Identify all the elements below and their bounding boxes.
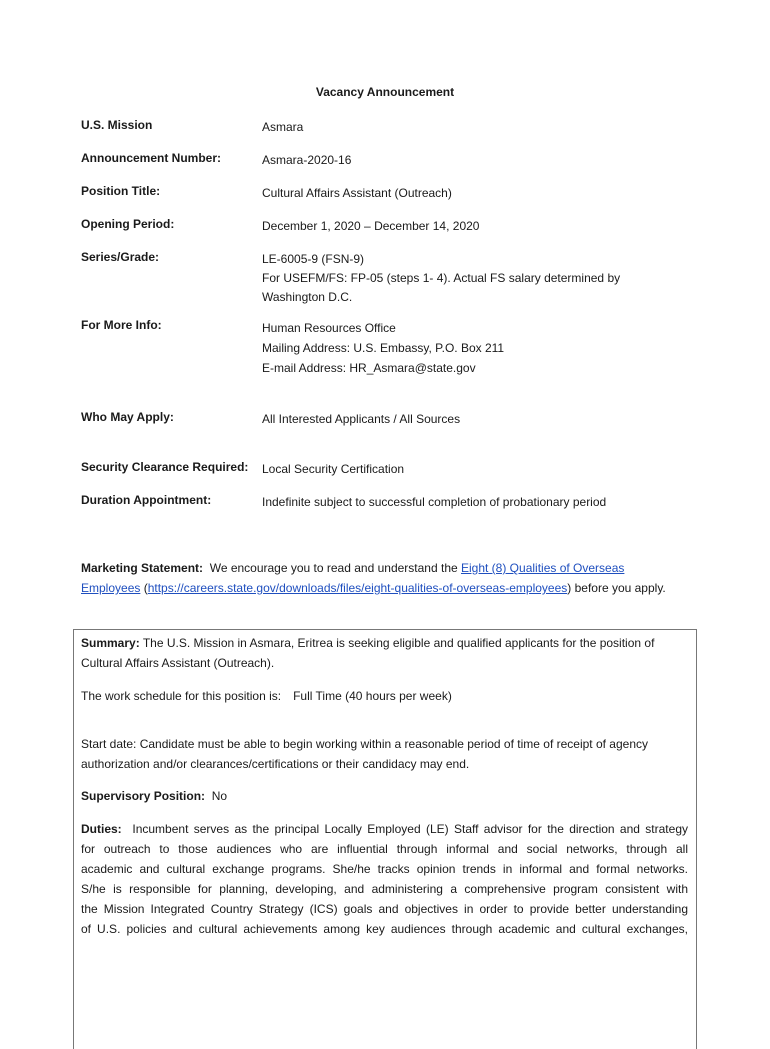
field-value: December 1, 2020 – December 14, 2020 — [262, 219, 480, 233]
duties-paragraph — [81, 819, 688, 939]
summary-label: Summary: — [81, 636, 140, 650]
summary-paragraph — [81, 633, 688, 673]
series-grade-line: Washington D.C. — [262, 290, 353, 304]
supervisory-paragraph — [81, 786, 688, 806]
field-label: Security Clearance Required: — [81, 460, 249, 474]
marketing-label: Marketing Statement: — [81, 561, 204, 575]
marketing-open-paren: ( — [140, 581, 148, 595]
marketing-text-after: ) before you apply. — [567, 581, 666, 595]
eight-qualities-link[interactable]: Eight (8) Qualities of Overseas Employees — [81, 561, 625, 595]
series-grade-line: LE-6005-9 (FSN-9) — [262, 252, 365, 266]
field-label: Announcement Number: — [81, 151, 222, 165]
more-info-line: E-mail Address: HR_Asmara@state.gov — [262, 361, 476, 375]
field-label: Series/Grade: — [81, 250, 160, 264]
summary-text: The U.S. Mission in Asmara, Eritrea is seeking eligible and qualified applicants for the position of Cultural Affairs Assistant (Outreach). — [81, 636, 655, 670]
schedule-text: The work schedule for this position is: — [81, 689, 282, 703]
field-value: Cultural Affairs Assistant (Outreach) — [262, 186, 452, 200]
field-label: Who May Apply: — [81, 410, 174, 424]
duties-line: academic and cultural exchange programs. She/he tracks opinion trends in informal and formal networks. — [81, 862, 688, 876]
more-info-line: Human Resources Office — [262, 321, 396, 335]
duties-line: of U.S. policies and cultural achievements among key audiences through academic and cultural exchanges, — [81, 922, 688, 936]
more-info-line: Mailing Address: U.S. Embassy, P.O. Box 211 — [262, 341, 505, 355]
duties-line: the Mission Integrated Country Strategy (ICS) goals and objectives in order to provide better understanding — [81, 902, 688, 916]
marketing-statement — [81, 558, 687, 598]
duties-label: Duties: — [81, 822, 122, 836]
duties-line-text: Incumbent serves as the principal Locally Employed (LE) Staff advisor for the direction and strategy — [132, 822, 688, 836]
series-grade-line: For USEFM/FS: FP-05 (steps 1- 4). Actual FS salary determined by — [262, 271, 621, 285]
field-value: Local Security Certification — [262, 462, 405, 476]
field-value — [262, 318, 682, 378]
duties-line: for outreach to those audiences who are influential through informal and social networks, through all — [81, 842, 688, 856]
field-value: Asmara-2020-16 — [262, 153, 352, 167]
start-date-paragraph: Start date: Candidate must be able to begin working within a reasonable period of time of receipt of agency authorization and/or clearances/certifications or their candidacy may end. — [81, 737, 649, 771]
schedule-paragraph — [81, 686, 688, 706]
document-title: Vacancy Announcement — [315, 85, 455, 99]
supervisory-value: No — [211, 789, 228, 803]
duties-line: S/he is responsible for planning, developing, and administering a comprehensive program consistent with — [81, 882, 688, 896]
field-value: Asmara — [262, 120, 304, 134]
schedule-value: Full Time (40 hours per week) — [293, 689, 452, 703]
supervisory-label: Supervisory Position: — [81, 789, 206, 803]
field-value: Indefinite subject to successful completion of probationary period — [262, 495, 607, 509]
eight-qualities-url-link[interactable]: https://careers.state.gov/downloads/files/eight-qualities-of-overseas-employees — [147, 581, 568, 595]
field-label: Duration Appointment: — [81, 493, 212, 507]
field-label: U.S. Mission — [81, 118, 153, 132]
field-value: All Interested Applicants / All Sources — [262, 412, 461, 426]
marketing-text: We encourage you to read and understand the — [209, 561, 461, 575]
duties-line — [81, 819, 688, 839]
field-label: Opening Period: — [81, 217, 175, 231]
field-label: Position Title: — [81, 184, 161, 198]
field-value — [262, 250, 682, 307]
field-label: For More Info: — [81, 318, 162, 332]
